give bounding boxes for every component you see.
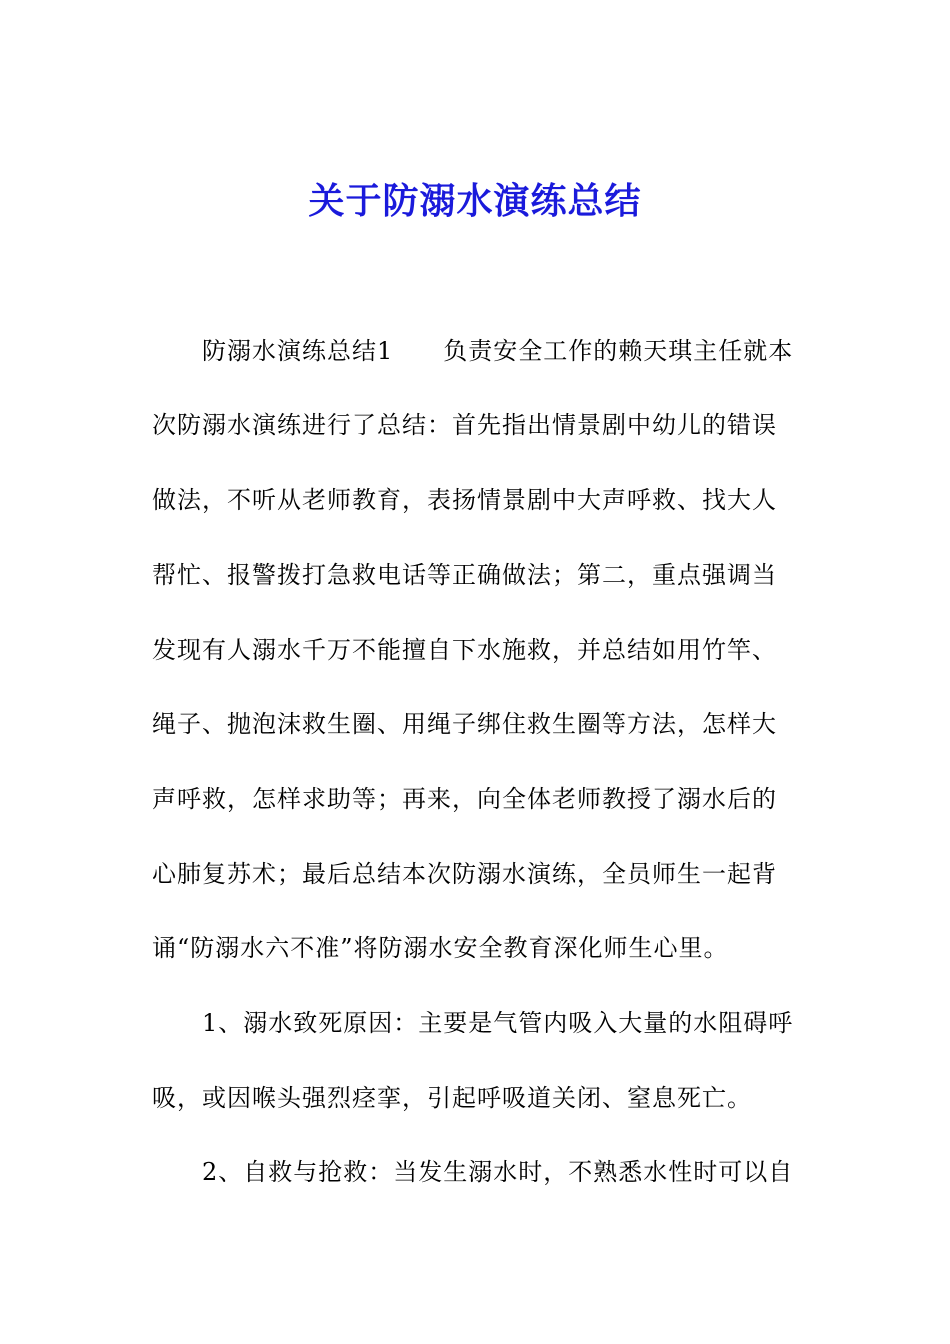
body-line: 2、自救与抢救：当发生溺水时，不熟悉水性时可以自 <box>152 1158 794 1186</box>
body-line: 吸，或因喉头强烈痉挛，引起呼吸道关闭、窒息死亡。 <box>152 1084 752 1112</box>
body-line: 心肺复苏术；最后总结本次防溺水演练，全员师生一起背 <box>152 860 777 888</box>
body-line: 做法，不听从老师教育，表扬情景剧中大声呼救、找大人 <box>152 486 777 514</box>
body-line: 帮忙、报警拨打急救电话等正确做法；第二，重点强调当 <box>152 561 777 589</box>
body-line: 防溺水演练总结1 负责安全工作的赖天琪主任就本 <box>152 337 794 365</box>
document-title: 关于防溺水演练总结 <box>308 181 642 222</box>
body-line: 诵“防溺水六不准”将防溺水安全教育深化师生心里。 <box>152 934 729 962</box>
body-line: 声呼救，怎样求助等；再来，向全体老师教授了溺水后的 <box>152 785 777 813</box>
body-line: 1、溺水致死原因：主要是气管内吸入大量的水阻碍呼 <box>152 1009 794 1037</box>
body-line: 次防溺水演练进行了总结：首先指出情景剧中幼儿的错误 <box>152 411 777 439</box>
body-line: 发现有人溺水千万不能擅自下水施救，并总结如用竹竿、 <box>152 636 777 664</box>
body-line: 绳子、抛泡沫救生圈、用绳子绑住救生圈等方法，怎样大 <box>152 710 777 738</box>
